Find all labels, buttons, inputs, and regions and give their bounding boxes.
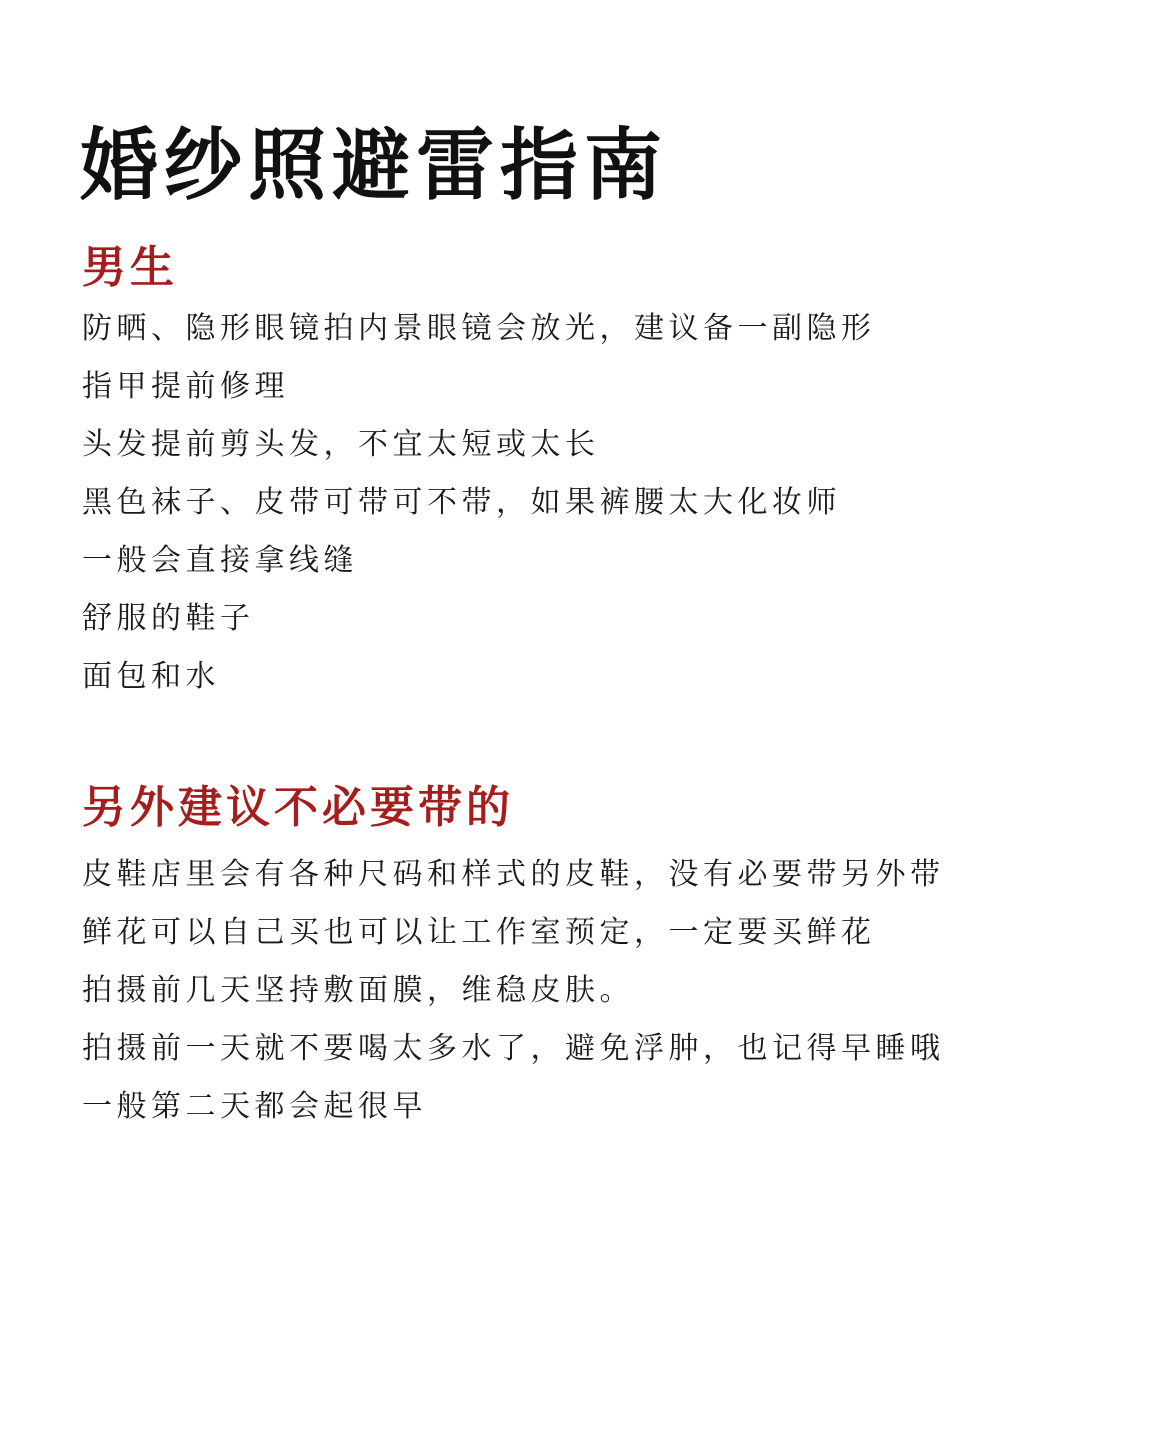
list-item: 黑色袜子、皮带可带可不带，如果裤腰太大化妆师 (82, 485, 841, 520)
list-item: 拍摄前几天坚持敷面膜，维稳皮肤。 (82, 973, 634, 1008)
section-heading-extra: 另外建议不必要带的 (82, 782, 514, 833)
list-item: 头发提前剪头发，不宜太短或太长 (82, 427, 600, 462)
list-item: 指甲提前修理 (82, 369, 289, 404)
list-item: 舒服的鞋子 (82, 601, 255, 636)
list-item: 一般会直接拿线缝 (82, 543, 358, 578)
extra-list (82, 846, 945, 1136)
list-item: 鲜花可以自己买也可以让工作室预定，一定要买鲜花 (82, 915, 876, 950)
list-item: 皮鞋店里会有各种尺码和样式的皮鞋，没有必要带另外带 (82, 857, 945, 892)
list-item: 一般第二天都会起很早 (82, 1089, 427, 1124)
men-list (82, 300, 876, 706)
list-item: 防晒、隐形眼镜拍内景眼镜会放光，建议备一副隐形 (82, 311, 876, 346)
page-title: 婚纱照避雷指南 (80, 121, 669, 211)
list-item: 面包和水 (82, 659, 220, 694)
list-item: 拍摄前一天就不要喝太多水了，避免浮肿，也记得早睡哦 (82, 1031, 945, 1066)
section-heading-men: 男生 (82, 242, 178, 293)
